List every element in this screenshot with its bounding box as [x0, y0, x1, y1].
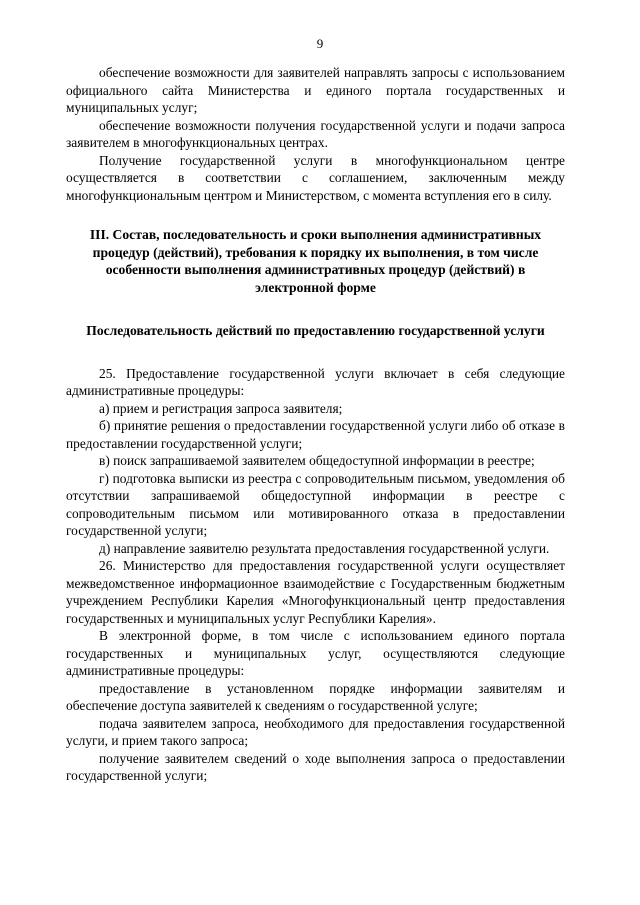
paragraph: Получение государственной услуги в многофункциональном центре осуществляется в соответствии с соглашением, заключенным между многофункциональным центром и Министерством, с момента вступления его в силу. [66, 152, 565, 203]
paragraph: обеспечение возможности получения государственной услуги и подачи запроса заявителем в многофункциональных центрах. [66, 117, 565, 150]
paragraph: обеспечение возможности для заявителей направлять запросы с использованием официального сайта Министерства и единого портала государственных и муниципальных услуг; [66, 65, 565, 115]
list-item: в) поиск запрашиваемой заявителем общедоступной информации в реестре; [99, 453, 535, 468]
list-item: а) прием и регистрация запроса заявителя; [99, 400, 343, 416]
document-body [66, 64, 565, 785]
subsection-title: Последовательность действий по предоставлению государственной услуги [86, 323, 545, 338]
list-item: г) подготовка выписки из реестра с сопроводительным письмом, уведомления об отсутствии запрашиваемой общедоступной информации в реестре с сопроводительным письмом или мотивированного отказа в предоставлении государственной услуги; [66, 470, 565, 538]
paragraph: 25. Предоставление государственной услуги включает в себя следующие административные процедуры: [66, 365, 565, 398]
paragraph: В электронной форме, в том числе с использованием единого портала государственных и муниципальных услуг, осуществляются следующие административные процедуры: [66, 628, 565, 678]
list-item: д) направление заявителю результата предоставления государственной услуги. [99, 540, 550, 556]
section-title: III. Состав, последовательность и сроки выполнения административных процедур (действий), требования к порядку их выполнения, в том числе особенности выполнения административных процедур (действий) в электронной форме [89, 227, 542, 295]
list-item: предоставление в установленном порядке информации заявителям и обеспечение доступа заявителей к сведениям о государственной услуге; [66, 680, 565, 713]
list-item: подача заявителем запроса, необходимого для предоставления государственной услуги, и прием такого запроса; [66, 715, 565, 748]
paragraph: 26. Министерство для предоставления государственной услуги осуществляет межведомственное информационное взаимодействие с Государственным бюджетным учреждением Республики Карелия «Многофункциональный центр предоставления государственных и муниципальных услуг Республики Карелия». [66, 558, 565, 626]
list-item: б) принятие решения о предоставлении государственной услуги либо об отказе в предоставлении государственной услуги; [66, 418, 565, 451]
page-number: 9 [316, 36, 324, 51]
list-item: получение заявителем сведений о ходе выполнения запроса о предоставлении государственной услуги; [66, 750, 565, 783]
